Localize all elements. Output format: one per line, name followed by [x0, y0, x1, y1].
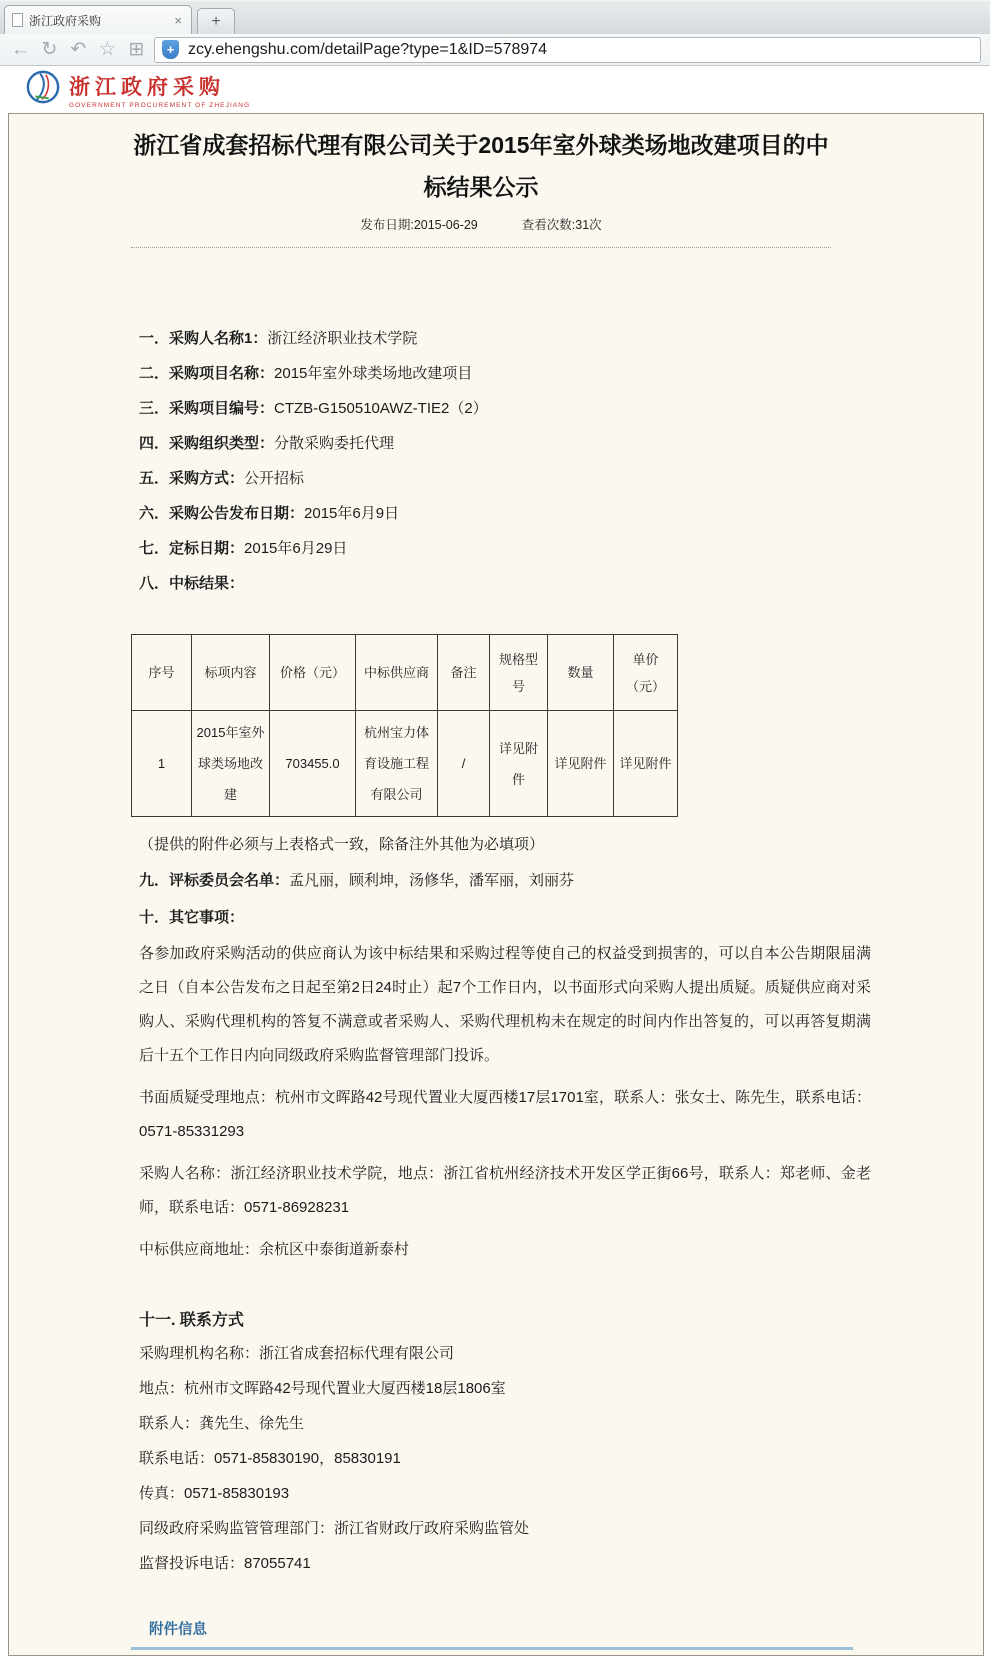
- reload-icon[interactable]: ↻: [41, 38, 58, 60]
- col-header: 标项内容: [192, 635, 270, 711]
- list-item: 二．采购项目名称：2015年室外球类场地改建项目: [139, 365, 473, 382]
- numbered-list: [131, 328, 871, 594]
- purchaser-info-paragraph: 采购人名称：浙江经济职业技术学院，地点：浙江省杭州经济技术开发区学正街66号，联系人：郑老师、金老师，联系电话：0571-86928231: [139, 1165, 871, 1216]
- list-item-9: 九．评标委员会名单：孟凡丽，顾利坤，汤修华，潘军丽，刘丽芬: [139, 872, 575, 889]
- list-item-10: 十．其它事项：: [139, 909, 245, 926]
- browser-tab[interactable]: [4, 5, 192, 34]
- globe-logo-icon: [26, 70, 60, 109]
- attachment-heading: 附件信息: [149, 1622, 207, 1638]
- dotted-divider: [131, 247, 831, 248]
- tab-close-icon[interactable]: ×: [174, 12, 182, 28]
- table-note: （提供的附件必须与上表格式一致，除备注外其他为必填项）: [139, 836, 545, 853]
- list-item: 三．采购项目编号：CTZB-G150510AWZ-TIE2（2）: [139, 400, 488, 417]
- back-icon[interactable]: ←: [11, 38, 30, 60]
- tab-title: 浙江政府采购: [29, 13, 102, 28]
- other-matters-paragraph: 各参加政府采购活动的供应商认为该中标结果和采购过程等使自己的权益受到损害的，可以自本公告期限届满之日（自本公告发布之日起至第2日24时止）起7个工作日内，以书面形式向采购人提出质疑。质疑供应商对采购人、采购代理机构的答复不满意或者采购人、采购代理机构未在规定的时间内作出答复的，可以再答复期满后十五个工作日内向同级政府采购监督管理部门投诉。: [139, 945, 871, 1064]
- col-header: 中标供应商: [356, 635, 438, 711]
- shield-icon[interactable]: +: [162, 40, 179, 59]
- new-tab-button[interactable]: +: [197, 8, 235, 34]
- announcement-panel: [8, 113, 984, 1656]
- cell-remark: /: [438, 711, 490, 817]
- view-count: 查看次数:31次: [521, 218, 602, 232]
- col-header: 价格（元）: [270, 635, 356, 711]
- browser-toolbar: [0, 34, 990, 66]
- col-header: 单价（元）: [614, 635, 678, 711]
- contact-line: 监督投诉电话：87055741: [139, 1555, 311, 1572]
- page-title: 浙江省成套招标代理有限公司关于2015年室外球类场地改建项目的中标结果公示: [133, 132, 829, 200]
- contact-line: 地点：杭州市文晖路42号现代置业大厦西楼18层1806室: [139, 1380, 506, 1397]
- table-row: [132, 711, 678, 817]
- contact-line: 联系人：龚先生、徐先生: [139, 1415, 305, 1432]
- cell-spec: 详见附件: [490, 711, 548, 817]
- col-header: 规格型号: [490, 635, 548, 711]
- tab-strip: [0, 0, 990, 34]
- col-header: 数量: [548, 635, 614, 711]
- contact-line: 联系电话：0571-85830190，85830191: [139, 1450, 401, 1467]
- url-bar[interactable]: [154, 37, 981, 63]
- contact-line: 采购理机构名称：浙江省成套招标代理有限公司: [139, 1345, 455, 1362]
- table-header-row: [132, 635, 678, 711]
- list-item: 六．采购公告发布日期：2015年6月9日: [139, 505, 400, 522]
- favorites-star-icon[interactable]: ☆: [98, 38, 117, 60]
- site-logo-subtitle: GOVERNMENT PROCUREMENT OF ZHEJIANG: [69, 101, 251, 109]
- list-item: 五．采购方式：公开招标: [139, 470, 305, 487]
- cell-unit-price: 详见附件: [614, 711, 678, 817]
- page-favicon-icon: [12, 13, 23, 27]
- query-address-paragraph: 书面质疑受理地点：杭州市文晖路42号现代置业大厦西楼17层1701室，联系人：张女士、陈先生，联系电话：0571-85331293: [139, 1089, 871, 1140]
- meta-line: [131, 215, 831, 233]
- list-item: 八．中标结果：: [139, 575, 245, 592]
- attachment-section-header: [131, 1618, 853, 1650]
- site-header: [0, 66, 990, 113]
- col-header: 备注: [438, 635, 490, 711]
- contact-section-heading: 十一. 联系方式: [139, 1312, 244, 1329]
- publish-date: 发布日期:2015-06-29: [360, 218, 478, 232]
- url-text[interactable]: zcy.ehengshu.com/detailPage?type=1&ID=578974: [188, 40, 548, 58]
- cell-item: 2015年室外球类场地改建: [192, 711, 270, 817]
- cell-supplier: 杭州宝力体育设施工程有限公司: [356, 711, 438, 817]
- speed-dial-grid-icon[interactable]: ⊞: [128, 38, 145, 60]
- contact-section: [131, 1344, 871, 1574]
- cell-seq: 1: [132, 711, 192, 817]
- contact-line: 传真：0571-85830193: [139, 1485, 290, 1502]
- supplier-address-paragraph: 中标供应商地址：余杭区中泰街道新泰村: [139, 1241, 410, 1258]
- contact-line: 同级政府采购监管管理部门：浙江省财政厅政府采购监管处: [139, 1520, 530, 1537]
- cell-qty: 详见附件: [548, 711, 614, 817]
- cell-price: 703455.0: [270, 711, 356, 817]
- undo-icon[interactable]: ↶: [70, 38, 87, 60]
- site-logo-title: 浙江政府采购: [69, 75, 225, 99]
- list-item: 四．采购组织类型：分散采购委托代理: [139, 435, 395, 452]
- list-item: 七．定标日期：2015年6月29日: [139, 540, 348, 557]
- list-item: 一．采购人名称1：浙江经济职业技术学院: [139, 330, 418, 347]
- bid-result-table: [131, 634, 678, 817]
- col-header: 序号: [132, 635, 192, 711]
